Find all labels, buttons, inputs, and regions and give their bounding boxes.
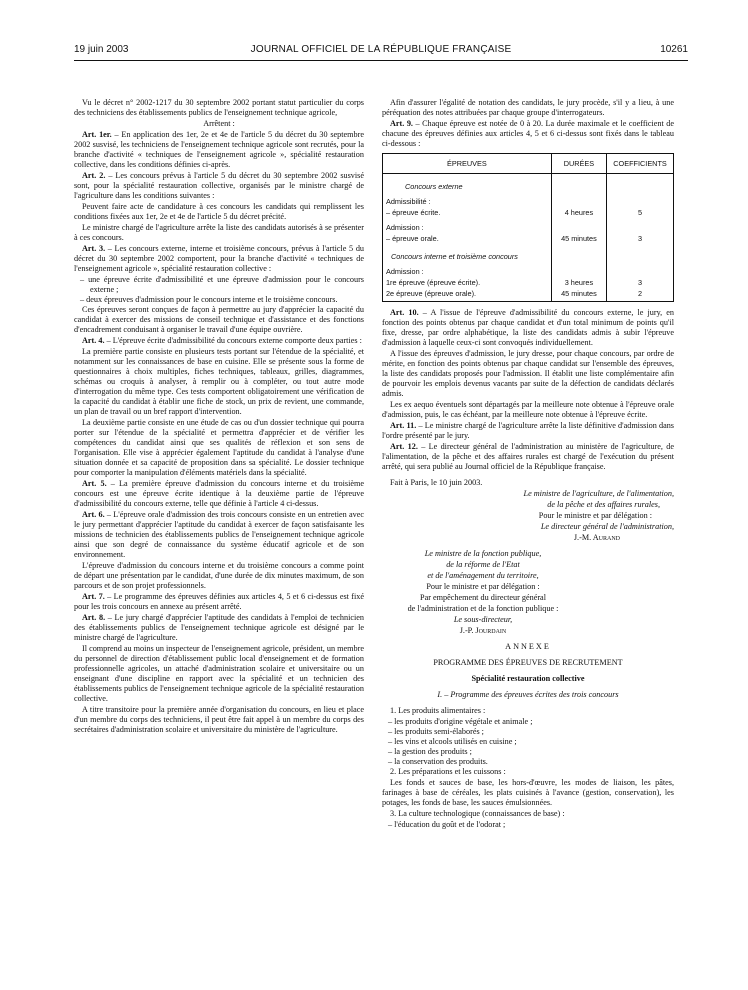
article-6: Art. 6. – L'épreuve orale d'admission des trois concours consiste en un entretien avec le jury permettant d'apprécier l'aptitude du candidat à exercer de façon satisfaisante les missions de technicien des établissements publics de l'enseignement technique agricole ainsi que son degré de connaissance du système éducatif agricole et de son environnement. bbox=[74, 510, 364, 559]
row-label: Admission : bbox=[383, 266, 552, 277]
article-label: Art. 7. bbox=[82, 592, 108, 601]
signature-line: Le ministre de la fonction publique, bbox=[424, 549, 542, 558]
section-interne: Concours interne et troisième concours bbox=[383, 244, 552, 266]
article-label: Art. 3. bbox=[82, 244, 108, 253]
paragraph: Les ex aequo éventuels sont départagés par la meilleure note obtenue à l'épreuve orale d'admission, puis, le cas échéant, par la meilleure note obtenue à l'épreuve écrite. bbox=[382, 400, 674, 419]
article-label: Art. 8. bbox=[82, 613, 108, 622]
epreuves-table bbox=[382, 153, 674, 302]
cell-coef: 3 bbox=[607, 233, 674, 244]
right-column bbox=[382, 98, 674, 976]
dash-list bbox=[382, 820, 674, 830]
page-header bbox=[74, 44, 688, 61]
signature-line: Pour le ministre et par délégation : bbox=[538, 511, 652, 520]
paragraph: Les fonds et sauces de base, les hors-d'œuvre, les modes de liaison, les pâtes, farinages à base de céréales, les plats cuisinés à l'avance (gestion, conservation), les potages, les fonds de base, les sauces émulsionnées. bbox=[382, 778, 674, 807]
article-label: Art. 2. bbox=[82, 171, 109, 180]
section-externe: Concours externe bbox=[383, 174, 552, 197]
table-row bbox=[383, 196, 674, 207]
signatory-name: J.-M. Aurand bbox=[573, 533, 620, 542]
article-12: Art. 12. – Le directeur général de l'administration au ministère de l'agriculture, de l'alimentation, de la pêche et des affaires rurales est chargé de l'exécution du présent arrêté, qui sera publié au Journal officiel de la République française. bbox=[382, 442, 674, 471]
signature-line: Pour le ministre et par délégation : bbox=[426, 582, 540, 591]
cell-duree: 4 heures bbox=[551, 207, 606, 218]
annexe-subtitle: PROGRAMME DES ÉPREUVES DE RECRUTEMENT bbox=[433, 658, 623, 667]
list-item: – la gestion des produits ; bbox=[388, 747, 472, 756]
paragraph: L'épreuve d'admission du concours interne et du troisième concours a comme point de départ une présentation par le candidat, d'une durée de dix minutes maximum, de son parcours et de son projet professionnels. bbox=[74, 561, 364, 590]
place-date: Fait à Paris, le 10 juin 2003. bbox=[390, 478, 483, 487]
article-1: Art. 1er. – En application des 1er, 2e et 4e de l'article 5 du décret du 30 septembre 2002 susvisé, les techniciens de l'enseignement technique agricole sont recrutés, pour la branche d'activité « techniques de l'enseignement agricole », spécialité restauration collective, dans les conditions définies ci-après. bbox=[74, 130, 364, 169]
article-3: Art. 3. – Les concours externe, interne et troisième concours, prévus à l'article 5 du décret du 30 septembre 2002 comportent, pour la branche d'activité « techniques de l'enseignement agricole », spécialité restauration collective : bbox=[74, 244, 364, 273]
list-item: – la conservation des produits. bbox=[388, 757, 488, 766]
article-5: Art. 5. – La première épreuve d'admission du concours interne et du troisième concours est une épreuve écrite identique à la deuxième partie de l'épreuve d'admissibilité du concours externe, telle que définie à l'article 4 ci-dessus. bbox=[74, 479, 364, 508]
header-date: 19 juin 2003 bbox=[74, 44, 129, 55]
cell-epreuve: – épreuve orale. bbox=[383, 233, 552, 244]
list-item: – les vins et alcools utilisés en cuisine ; bbox=[388, 737, 517, 746]
signature-line: de la réforme de l'Etat bbox=[446, 560, 520, 569]
signature-line: de l'administration et de la fonction publique : bbox=[407, 604, 559, 613]
paragraph: Peuvent faire acte de candidature à ces concours les candidats qui remplissent les conditions fixées aux 1er, 2e et 4e de l'article 5 du décret précité. bbox=[74, 202, 364, 221]
signature-line: Par empêchement du directeur général bbox=[420, 593, 546, 602]
cell-epreuve: – épreuve écrite. bbox=[383, 207, 552, 218]
header-journal-title: JOURNAL OFFICIEL DE LA RÉPUBLIQUE FRANÇAISE bbox=[250, 44, 512, 55]
signature-line: de la pêche et des affaires rurales, bbox=[547, 500, 660, 509]
paragraph: Il comprend au moins un inspecteur de l'enseignement agricole, président, un membre du personnel de direction d'établissement public local d'enseignement et de formation professionnelle agricoles, un attaché d'administration scolaire et universitaire ou un enseignant d'une discipline en rapport avec la spécialité et un technicien des établissements publics de l'enseignement technique agricole de la spécialité restauration collective. bbox=[74, 644, 364, 703]
annexe-title: ANNEXE bbox=[505, 642, 551, 651]
header-page-number: 10261 bbox=[660, 44, 688, 55]
signature-line: et de l'aménagement du territoire, bbox=[427, 571, 539, 580]
header-durees: DURÉES bbox=[551, 154, 606, 174]
paragraph: A titre transitoire pour la première année d'organisation du concours, en lieu et place d'un membre du corps des techniciens, il peut être fait appel à un membre du corps des secrétaires d'administration scolaire et universitaire du ministère de l'agriculture. bbox=[74, 705, 364, 734]
paragraph: Vu le décret n° 2002-1217 du 30 septembre 2002 portant statut particulier du corps des techniciens des établissements publics de l'enseignement technique agricole, bbox=[74, 98, 364, 117]
cell-coef: 3 bbox=[607, 277, 674, 288]
table-row bbox=[383, 244, 674, 266]
article-label: Art. 6. bbox=[82, 510, 107, 519]
header-epreuves: ÉPREUVES bbox=[383, 154, 552, 174]
signature-line: Le ministre de l'agriculture, de l'alimentation, bbox=[523, 489, 674, 498]
table-row bbox=[383, 174, 674, 197]
signature-line: Le sous-directeur, bbox=[453, 615, 513, 624]
list-item: – les produits semi-élaborés ; bbox=[388, 727, 484, 736]
article-2: Art. 2. – Les concours prévus à l'article 5 du décret du 30 septembre 2002 susvisé sont, pour la spécialité restauration collective, organisés par le ministre chargé de l'agriculture dans les conditions suivantes : bbox=[74, 171, 364, 200]
dash-list bbox=[74, 275, 364, 305]
table-row bbox=[383, 288, 674, 302]
header-coefficients: COEFFICIENTS bbox=[607, 154, 674, 174]
article-7: Art. 7. – Le programme des épreuves définies aux articles 4, 5 et 6 ci-dessus est fixé pour les trois concours en annexe au présent arrêté. bbox=[74, 592, 364, 611]
article-label: Art. 9. bbox=[390, 119, 416, 128]
article-label: Art. 12. bbox=[390, 442, 422, 451]
article-4: Art. 4. – L'épreuve écrite d'admissibilité du concours externe comporte deux parties : bbox=[82, 336, 362, 345]
article-label: Art. 10. bbox=[390, 308, 423, 317]
signature-line: Le directeur général de l'administration, bbox=[540, 522, 674, 531]
article-label: Art. 5. bbox=[82, 479, 111, 488]
annexe-item: 2. Les préparations et les cuissons : bbox=[390, 767, 506, 776]
table-header-row bbox=[383, 154, 674, 174]
row-label: Admissibilité : bbox=[383, 196, 552, 207]
cell-epreuve: 1re épreuve (épreuve écrite). bbox=[383, 277, 552, 288]
cell-coef: 2 bbox=[607, 288, 674, 302]
paragraph: Ces épreuves seront conçues de façon à permettre au jury d'apprécier la capacité du candidat à exercer des missions de conseil technique et d'assistance et des fonctions d'encadrement conduisant à organiser le travail d'une équipe ouvrière. bbox=[74, 305, 364, 334]
list-item: – l'éducation du goût et de l'odorat ; bbox=[388, 820, 506, 829]
table-row bbox=[383, 233, 674, 244]
dash-list bbox=[382, 717, 674, 767]
paragraph: La deuxième partie consiste en une étude de cas ou d'un dossier technique qui pourra porter sur l'étendue de la spécialité et permettra d'apprécier et de vérifier les compétences du candidat ainsi que ses qualités de réflexion et son sens de l'organisation. Elle vise à apprécier également l'aptitude du candidat à l'analyse d'une situation donnée et sa capacité de proposition dans sa spécialité. Le dossier technique pour comporter la manipulation d'éléments matériels dans la spécialité. bbox=[74, 418, 364, 477]
cell-duree: 45 minutes bbox=[551, 233, 606, 244]
cell-duree: 3 heures bbox=[551, 277, 606, 288]
table-row bbox=[383, 266, 674, 277]
row-label: Admission : bbox=[383, 218, 552, 233]
list-item: – les produits d'origine végétale et animale ; bbox=[388, 717, 533, 726]
table-row bbox=[383, 277, 674, 288]
left-column bbox=[74, 98, 364, 976]
arretent: Arrêtent : bbox=[203, 119, 235, 128]
cell-coef: 5 bbox=[607, 207, 674, 218]
list-item: – une épreuve écrite d'admissibilité et une épreuve d'admission pour le concours externe ; bbox=[80, 275, 364, 294]
annexe-specialite: Spécialité restauration collective bbox=[471, 674, 585, 683]
signatory-name: J.-P. Jourdain bbox=[459, 626, 507, 635]
article-9: Art. 9. – Chaque épreuve est notée de 0 à 20. La durée maximale et le coefficient de chacune des épreuves définies aux articles 4, 5 et 6 ci-dessus sont fixés dans le tableau ci-dessous : bbox=[382, 119, 674, 148]
table-row bbox=[383, 207, 674, 218]
paragraph: A l'issue des épreuves d'admission, le jury dresse, pour chaque concours, par ordre de mérite, en fonction des points obtenus par chaque candidat sur l'ensemble des épreuves, la liste des candidats proposés pour l'admission. Il établit une liste complémentaire afin de pourvoir les emplois devenus vacants par suite de la défection de candidats déclarés admis. bbox=[382, 349, 674, 398]
article-10: Art. 10. – A l'issue de l'épreuve d'admissibilité du concours externe, le jury, en fonction des points obtenus par chaque candidat et d'un total minimum de points qu'il fixe, dresse, par ordre alphabétique, la liste des candidats admis à subir l'épreuve d'admission à laquelle ceux-ci sont convoqués individuellement. bbox=[382, 308, 674, 347]
table-row bbox=[383, 218, 674, 233]
annexe-section-heading: I. – Programme des épreuves écrites des trois concours bbox=[437, 690, 619, 699]
article-8: Art. 8. – Le jury chargé d'apprécier l'aptitude des candidats à l'emploi de technicien des établissements publics de l'enseignement technique agricole est désigné par le ministre chargé de l'agriculture. bbox=[74, 613, 364, 642]
cell-epreuve: 2e épreuve (épreuve orale). bbox=[383, 288, 552, 302]
list-item: – deux épreuves d'admission pour le concours interne et le troisième concours. bbox=[80, 295, 338, 304]
article-label: Art. 4. bbox=[82, 336, 107, 345]
cell-duree: 45 minutes bbox=[551, 288, 606, 302]
paragraph: La première partie consiste en plusieurs tests portant sur l'étendue de la spécialité, et notamment sur les connaissances de base en cuisine. Elle se présente sous la forme de questionnaires à choix multiples, fiches techniques, tableaux, grilles, diagrammes, schémas ou croquis à analyser, à remplir ou à compléter, ou tout autre mode d'interrogation du même type. Ces tests comportent obligatoirement une vérification de la capacité du candidat à établir une fiche de stock, un prix de revient, une commande, un plan de travail ou un bref rapport d'intervention. bbox=[74, 347, 364, 416]
paragraph: Le ministre chargé de l'agriculture arrête la liste des candidats autorisés à se présenter à ces concours. bbox=[74, 223, 364, 242]
annexe-item: 3. La culture technologique (connaissances de base) : bbox=[390, 809, 565, 818]
paragraph: Afin d'assurer l'égalité de notation des candidats, le jury procède, s'il y a lieu, à une péréquation des notes attribuées par chaque groupe d'interrogateurs. bbox=[382, 98, 674, 117]
article-label: Art. 1er. bbox=[82, 130, 115, 139]
annexe-item: 1. Les produits alimentaires : bbox=[390, 706, 486, 715]
article-label: Art. 11. bbox=[390, 421, 419, 430]
article-11: Art. 11. – Le ministre chargé de l'agriculture arrête la liste définitive d'admission dans l'ordre présenté par le jury. bbox=[382, 421, 674, 440]
